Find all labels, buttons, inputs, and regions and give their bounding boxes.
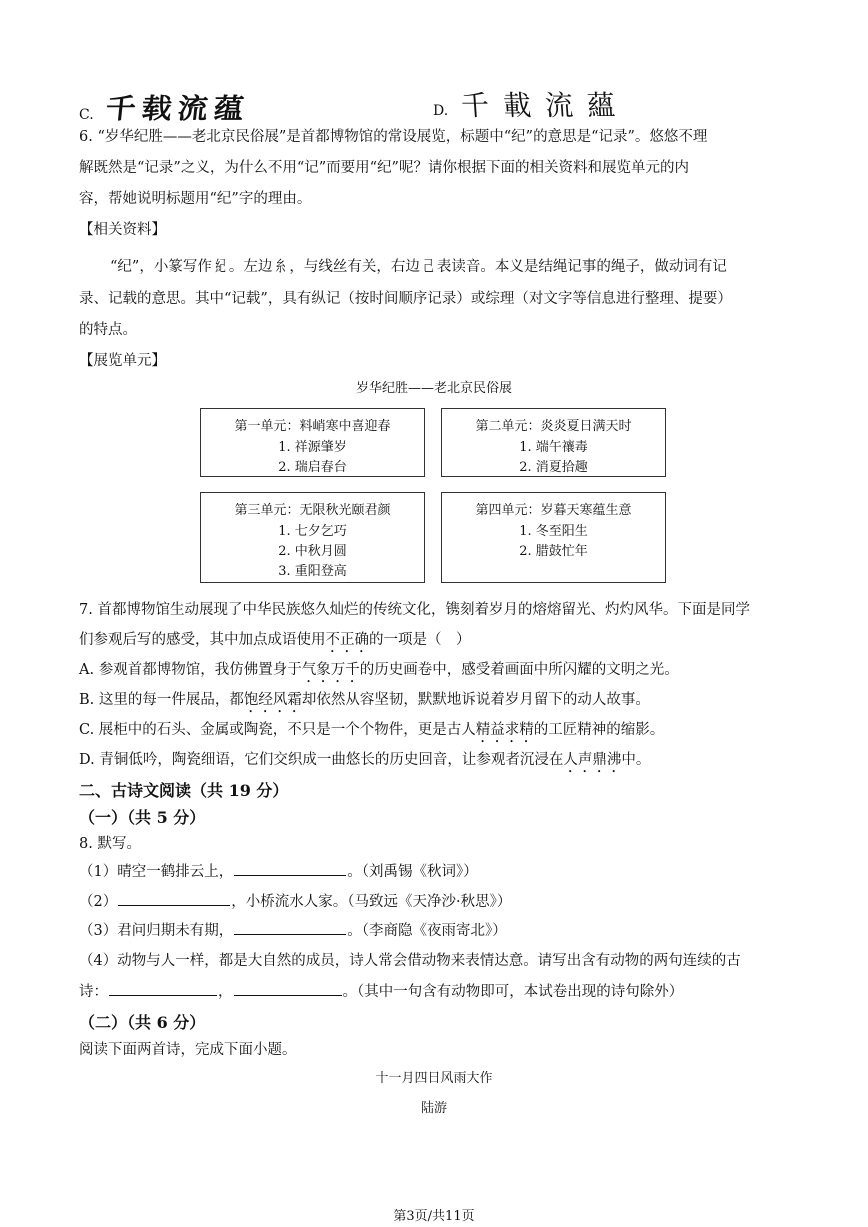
q7-b-pre: B. 这里的每一件展品，都: [79, 692, 244, 708]
poem-author: 陆游: [420, 1101, 447, 1116]
q7-a-post: 的历史画卷中，感受着画面中所闪耀的文明之光。: [359, 662, 679, 678]
poem-title: 十一月四日风雨大作: [375, 1071, 493, 1086]
q8-4-answer-blank-1[interactable]: [109, 981, 217, 996]
q8-3: [79, 919, 507, 940]
part-2-intro: 阅读下面两首诗，完成下面小题。: [79, 1042, 297, 1058]
q7-option-d: [79, 748, 650, 776]
option-c-label: C.: [79, 107, 94, 123]
q8-4-line1: （4）动物与人一样，都是大自然的成员，诗人常会借动物来表情达意。请写出含有动物的两句连续的古: [79, 953, 741, 969]
unit-4-item-1: 1. 冬至阳生: [519, 524, 588, 539]
section-2-heading: 二、古诗文阅读（共 19 分）: [79, 781, 289, 800]
q8-2-b: ，小桥流水人家。（马致远《天净沙·秋思》）: [231, 894, 512, 910]
q7-option-b: [79, 688, 650, 716]
q8-1-b: 。（刘禹锡《秋词》）: [347, 864, 478, 880]
q8-title: 8. 默写。: [79, 836, 141, 852]
unit-3-box: [200, 492, 425, 583]
page-footer: 第3页/共11页: [393, 1209, 475, 1224]
q7-line1: 7. 首都博物馆生动展现了中华民族悠久灿烂的传统文化，镌刻着岁月的熔熔留光、灼灼风华。下面是同学: [79, 602, 750, 618]
option-c-calligraphy: 千载流蕴: [104, 93, 252, 126]
material-p3: 的特点。: [79, 322, 137, 338]
unit-4-item-2: 2. 腊鼓忙年: [519, 544, 588, 559]
option-d: [433, 84, 629, 124]
q8-4-a: 诗：: [79, 984, 108, 1000]
exhibit-title: 岁华纪胜——老北京民俗展: [355, 381, 512, 396]
part-1-heading: （一）（共 5 分）: [79, 808, 206, 827]
q8-4-line2: [79, 980, 683, 1001]
unit-4-title: 第四单元：岁暮天寒蕴生意: [475, 503, 632, 518]
material-p1: [110, 255, 727, 276]
q7-d-idiom: 人声鼎沸: [563, 752, 622, 768]
unit-1-item-1: 1. 祥源肇岁: [278, 440, 347, 455]
unit-4-box: [441, 492, 666, 583]
q8-3-b: 。（李商隐《夜雨寄北》）: [347, 923, 507, 939]
seal-ji-glyph: 紀: [215, 257, 226, 275]
q7-c-idiom: 精益求精: [475, 722, 534, 738]
q7-b-post: 却依然从容坚韧，默默地诉说着岁月留下的动人故事。: [301, 692, 650, 708]
q8-2: [79, 890, 511, 911]
unit-2-box: [441, 408, 666, 477]
material-p1-a: “纪”，小篆写作: [110, 259, 212, 275]
q8-1-answer-blank[interactable]: [234, 861, 346, 876]
q8-2-a: （2）: [79, 894, 118, 910]
q6-line3: 容，帮她说明标题用“纪”字的理由。: [79, 191, 312, 207]
unit-3-item-3: 3. 重阳登高: [278, 564, 347, 579]
unit-1-box: [200, 408, 425, 477]
q7-c-pre: C. 展柜中的石头、金属或陶瓷，不只是一个个物件，更是古人: [79, 722, 476, 738]
q7-b-idiom: 饱经风霜: [243, 692, 302, 708]
q7-option-a: [79, 658, 679, 686]
option-d-calligraphy: 千載流蘊: [459, 89, 631, 122]
q7-line2: [79, 628, 471, 656]
unit-1-item-2: 2. 瑞启春台: [278, 460, 347, 475]
q7-line2-b: 的一项是（ ）: [369, 632, 471, 648]
q6-line2: 解既然是“记录”之义，为什么不用“记”而要用“纪”呢？请你根据下面的相关资料和展览单元的内: [79, 160, 689, 176]
material-heading: 【相关资料】: [79, 222, 166, 238]
unit-3-item-2: 2. 中秋月圆: [278, 544, 347, 559]
unit-1-title: 第一单元：料峭寒中喜迎春: [234, 419, 391, 434]
unit-3-title: 第三单元：无限秋光颐君颜: [234, 503, 391, 518]
option-d-label: D.: [433, 103, 449, 119]
q7-option-c: [79, 718, 664, 746]
q8-4-c: 。（其中一句含有动物即可，本试卷出现的诗句除外）: [342, 984, 684, 1000]
q6-line1: 6. “岁华纪胜——老北京民俗展”是首都博物馆的常设展览，标题中“纪”的意思是“记录”。悠悠不理: [79, 129, 708, 145]
q8-1-a: （1）晴空一鹤排云上，: [79, 864, 234, 880]
q8-4-answer-blank-2[interactable]: [234, 981, 342, 996]
units-heading: 【展览单元】: [79, 353, 166, 369]
q7-a-pre: A. 参观首都博物馆，我仿佛置身于: [79, 662, 302, 678]
q8-1: [79, 860, 478, 881]
unit-2-title: 第二单元：炎炎夏日满天时: [475, 419, 632, 434]
q8-2-answer-blank[interactable]: [118, 891, 230, 906]
q7-line2-a: 们参观后写的感受，其中加点成语使用: [79, 632, 326, 648]
material-p1-d: 表读音。本义是结绳记事的绳子，做动词有记: [436, 259, 727, 275]
material-p1-c: ，与线丝有关，右边: [289, 259, 420, 275]
q8-4-b: ，: [218, 984, 233, 1000]
q8-3-answer-blank[interactable]: [234, 920, 346, 935]
material-p1-b: 。左边: [228, 259, 273, 275]
seal-ji2-glyph: 己: [423, 257, 434, 275]
q7-c-post: 的工匠精神的缩影。: [533, 722, 665, 738]
material-p2: 录、记载的意思。其中“记载”，具有纵记（按时间顺序记录）或综理（对文字等信息进行整理、提要）: [79, 291, 732, 307]
q7-a-idiom: 气象万千: [301, 662, 360, 678]
q7-d-post: 中。: [621, 752, 651, 768]
seal-mi-glyph: 糸: [275, 257, 287, 275]
unit-3-item-1: 1. 七夕乞巧: [278, 524, 347, 539]
option-c: [79, 84, 250, 128]
unit-2-item-1: 1. 端午禳毒: [519, 440, 588, 455]
q7-d-pre: D. 青铜低吟，陶瓷细语，它们交织成一曲悠长的历史回音，让参观者沉浸在: [79, 752, 564, 768]
part-2-heading: （二）（共 6 分）: [79, 1013, 206, 1032]
q8-3-a: （3）君问归期未有期，: [79, 923, 234, 939]
q7-emphasis-incorrect: 不正确: [325, 632, 369, 648]
unit-2-item-2: 2. 消夏拾趣: [519, 460, 588, 475]
